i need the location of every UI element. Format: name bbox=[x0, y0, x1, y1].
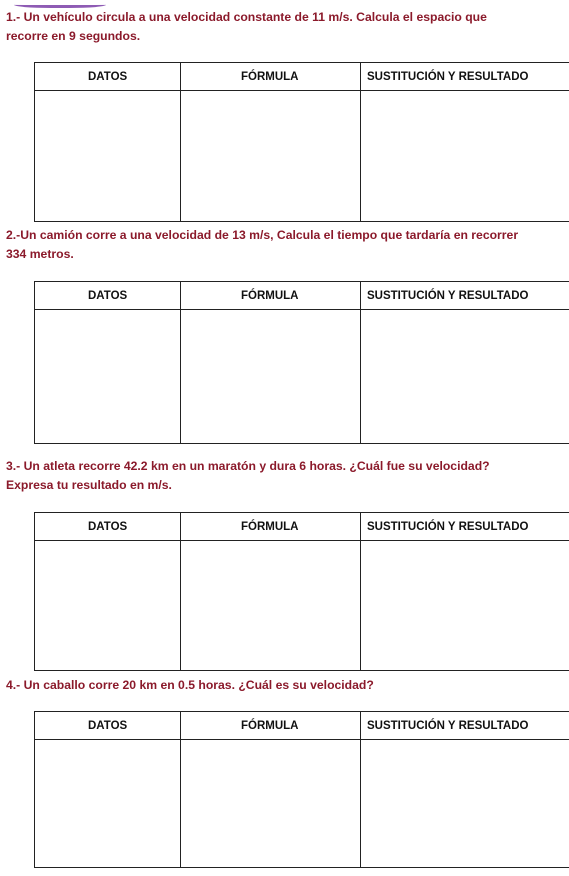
resultado-cell[interactable] bbox=[361, 740, 569, 868]
header-formula: FÓRMULA bbox=[181, 63, 361, 91]
header-formula: FÓRMULA bbox=[181, 282, 361, 310]
problem-1-line-1: 1.- Un vehículo circula a una velocidad constante de 11 m/s. Calcula el espacio que bbox=[6, 10, 487, 24]
header-sustitucion-resultado: SUSTITUCIÓN Y RESULTADO bbox=[361, 712, 569, 740]
worksheet-table-3 bbox=[34, 512, 569, 671]
resultado-cell[interactable] bbox=[361, 91, 569, 222]
datos-cell[interactable] bbox=[35, 310, 181, 444]
datos-cell[interactable] bbox=[35, 740, 181, 868]
header-datos: DATOS bbox=[35, 63, 181, 91]
header-formula: FÓRMULA bbox=[181, 712, 361, 740]
worksheet-table-4 bbox=[34, 711, 569, 868]
formula-cell[interactable] bbox=[181, 740, 361, 868]
header-sustitucion-resultado: SUSTITUCIÓN Y RESULTADO bbox=[361, 282, 569, 310]
worksheet-table-1 bbox=[34, 62, 569, 222]
header-formula: FÓRMULA bbox=[181, 513, 361, 541]
header-datos: DATOS bbox=[35, 712, 181, 740]
problem-3-line-2: Expresa tu resultado en m/s. bbox=[6, 478, 172, 492]
problem-3-line-1: 3.- Un atleta recorre 42.2 km en un maratón y dura 6 horas. ¿Cuál fue su velocidad? bbox=[6, 459, 490, 473]
formula-cell[interactable] bbox=[181, 541, 361, 671]
formula-cell[interactable] bbox=[181, 91, 361, 222]
problem-4-text bbox=[6, 676, 569, 695]
resultado-cell[interactable] bbox=[361, 310, 569, 444]
header-datos: DATOS bbox=[35, 513, 181, 541]
header-sustitucion-resultado: SUSTITUCIÓN Y RESULTADO bbox=[361, 63, 569, 91]
datos-cell[interactable] bbox=[35, 91, 181, 222]
worksheet-table-2 bbox=[34, 281, 569, 444]
problem-2-text bbox=[6, 226, 569, 264]
resultado-cell[interactable] bbox=[361, 541, 569, 671]
datos-cell[interactable] bbox=[35, 541, 181, 671]
problem-1-line-2: recorre en 9 segundos. bbox=[6, 29, 141, 43]
header-sustitucion-resultado: SUSTITUCIÓN Y RESULTADO bbox=[361, 513, 569, 541]
problem-3-text bbox=[6, 457, 569, 495]
problem-1-text bbox=[6, 8, 569, 46]
formula-cell[interactable] bbox=[181, 310, 361, 444]
problem-2-line-2: 334 metros. bbox=[6, 247, 74, 261]
cropped-heading-fragment bbox=[14, 0, 106, 8]
problem-4-line-1: 4.- Un caballo corre 20 km en 0.5 horas. ¿Cuál es su velocidad? bbox=[6, 678, 374, 692]
header-datos: DATOS bbox=[35, 282, 181, 310]
problem-2-line-1: 2.-Un camión corre a una velocidad de 13 m/s, Calcula el tiempo que tardaría en recorrer bbox=[6, 228, 519, 242]
